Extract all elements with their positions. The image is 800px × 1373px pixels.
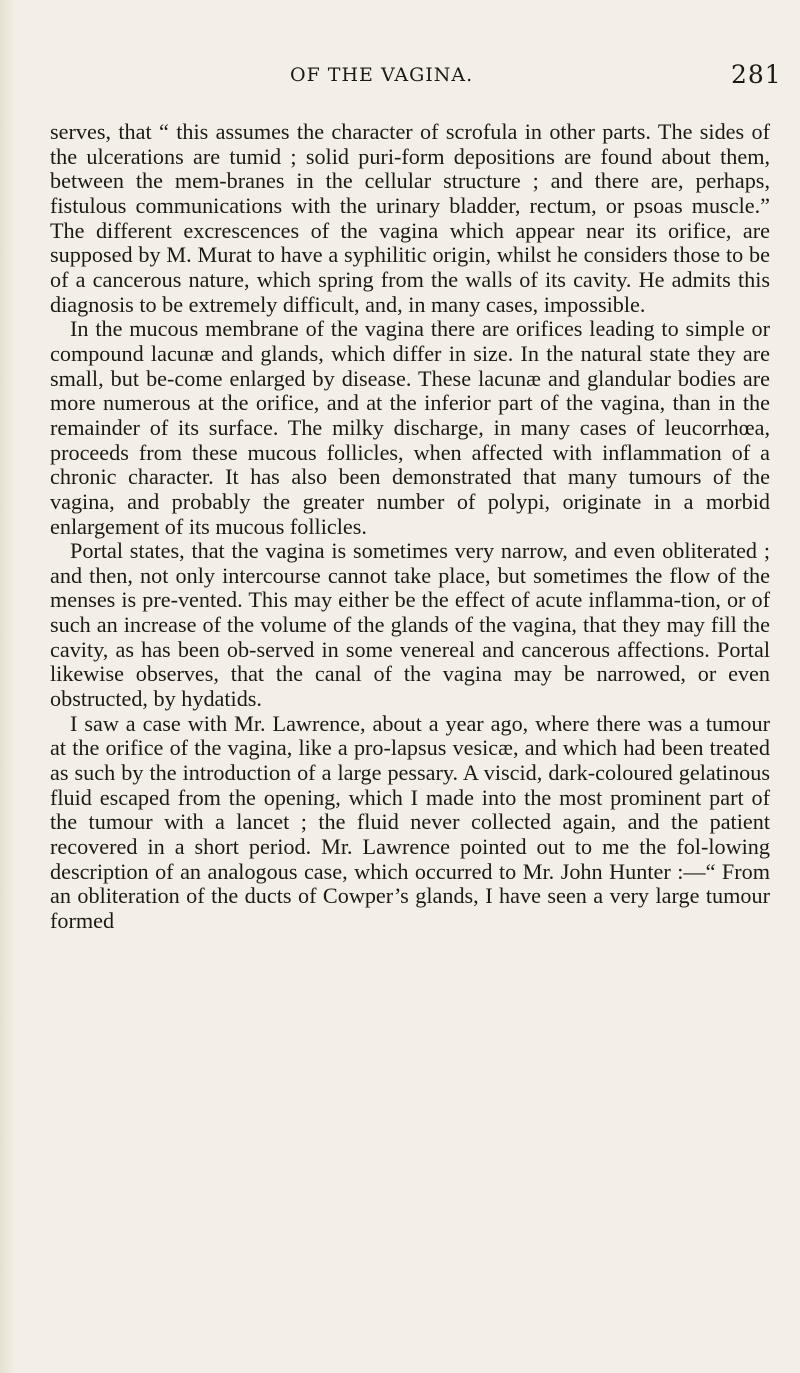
paragraph-mucous-membrane: In the mucous membrane of the vagina there are orifices leading to simple or compound lacunæ and glands, which differ in size. In the natural state they are small, but be-come enlarged by disease. These lacunæ and glandular bodies are more numerous at the orifice, and at the inferior part of the vagina, than in the remainder of its surface. The milky discharge, in many cases of leucorrhœa, proceeds from these mucous follicles, when affected with inflammation of a chronic character. It has also been demonstrated that many tumours of the vagina, and probably the greater number of polypi, originate in a morbid enlargement of its mucous follicles.	[50, 316, 770, 539]
paragraph-continued: serves, that “ this assumes the character of scrofula in other parts. The sides of the ulcerations are tumid ; solid puri-form depositions are found about them, between the mem-branes in the cellular structure ; and there are, perhaps, fistulous communications with the urinary bladder, rectum, or psoas muscle.” The different excrescences of the vagina which appear near its orifice, are supposed by M. Murat to have a syphilitic origin, whilst he considers those to be of a cancerous nature, which spring from the walls of its cavity. He admits this diagnosis to be extremely difficult, and, in many cases, impossible.	[50, 119, 770, 317]
running-head: OF THE VAGINA.	[290, 64, 474, 86]
paragraph-portal-states: Portal states, that the vagina is sometimes very narrow, and even obliterated ; and then, not only intercourse cannot take place, but sometimes the flow of the menses is pre-vented. This may either be the effect of acute inflamma-tion, or of such an increase of the volume of the glands of the vagina, that they may fill the cavity, as has been ob-served in some venereal and cancerous affections. Portal likewise observes, that the canal of the vagina may be narrowed, or even obstructed, by hydatids.	[50, 538, 770, 712]
body-text	[50, 120, 770, 934]
page-gutter-shadow	[0, 0, 14, 1373]
page-number: 281	[731, 60, 782, 89]
paragraph-lawrence-case: I saw a case with Mr. Lawrence, about a year ago, where there was a tumour at the orifice of the vagina, like a pro-lapsus vesicæ, and which had been treated as such by the introduction of a large pessary. A viscid, dark-coloured gelatinous fluid escaped from the opening, which I made into the most prominent part of the tumour with a lancet ; the fluid never collected again, and the patient recovered in a short period. Mr. Lawrence pointed out to me the fol-lowing description of an analogous case, which occurred to Mr. John Hunter :—“ From an obliteration of the ducts of Cowper’s glands, I have seen a very large tumour formed	[50, 710, 770, 933]
